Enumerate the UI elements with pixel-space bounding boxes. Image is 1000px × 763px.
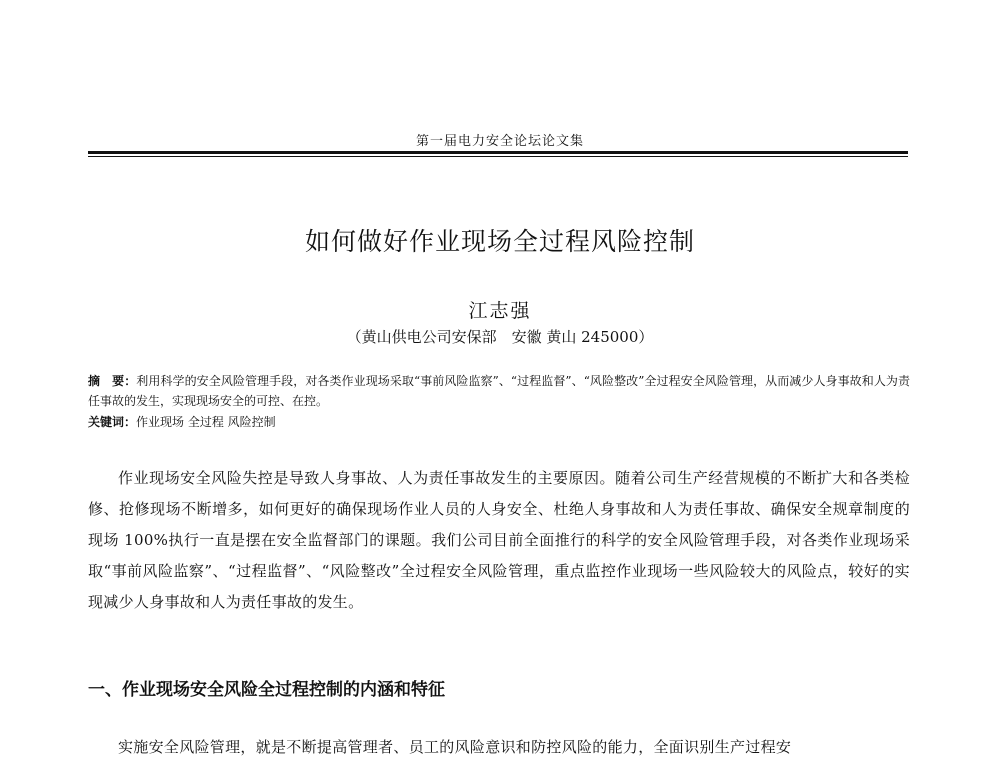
abstract (88, 371, 910, 411)
paper-author: 江志强 (468, 300, 532, 322)
abstract-text: 利用科学的安全风险管理手段，对各类作业现场采取“事前风险监察”、“过程监督”、“风险整改”全过程安全风险管理，从而减少人身事故和人为责任事故的发生，实现现场安全的可控、在控。 (88, 374, 910, 408)
author-affiliation: （黄山供电公司安保部 安徽 黄山 245000） (346, 328, 654, 346)
keywords-label: 关键词： (88, 415, 137, 429)
body-paragraph: 作业现场安全风险失控是导致人身事故、人为责任事故发生的主要原因。随着公司生产经营规模的不断扩大和各类检修、抢修现场不断增多，如何更好的确保现场作业人员的人身安全、杜绝人身事故和人为责任事故、确保安全规章制度的现场 100%执行一直是摆在安全监督部门的课题。我们公司目前全面推行的科学的安全风险管理手段，对各类作业现场采取“事前风险监察”、“过程监督”、“风险整改”全过程安全风险管理，重点监控作业现场一些风险较大的风险点，较好的实现减少人身事故和人为责任事故的发生。 (88, 469, 910, 611)
body-paragraph: 实施安全风险管理，就是不断提高管理者、员工的风险意识和防控风险的能力，全面识别生产过程安 (118, 738, 792, 756)
paper-title: 如何做好作业现场全过程风险控制 (304, 227, 695, 256)
keywords-text: 作业现场 全过程 风险控制 (136, 415, 276, 429)
header-rule-thick (88, 151, 908, 154)
header-rule-thin (88, 156, 908, 157)
running-header: 第一届电力安全论坛论文集 (415, 134, 584, 149)
abstract-label: 摘 要： (88, 374, 137, 388)
section-heading: 一、作业现场安全风险全过程控制的内涵和特征 (88, 680, 445, 700)
keywords (88, 412, 910, 432)
